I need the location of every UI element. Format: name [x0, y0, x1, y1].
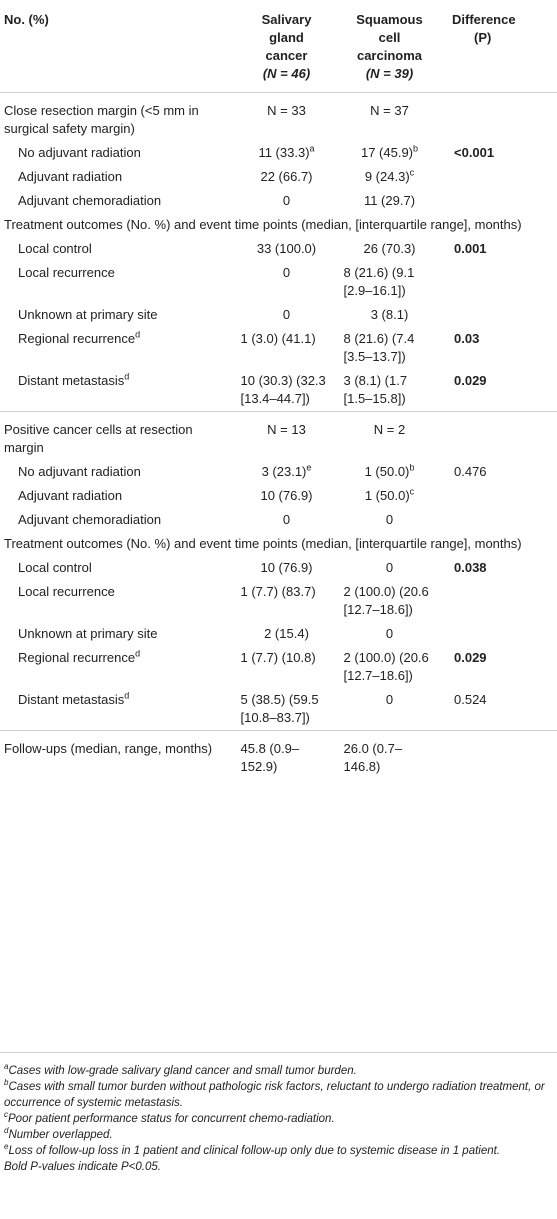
row-label [0, 460, 234, 484]
salivary-value [234, 237, 339, 261]
row-label-text: Regional recurrence [18, 331, 136, 346]
row-label [0, 261, 234, 303]
squamous-value-text: 0 [385, 560, 394, 575]
squamous-value [339, 460, 440, 484]
squamous-value [339, 369, 440, 412]
row-label-text: Adjuvant chemoradiation [18, 512, 162, 527]
footnote-marker: b [409, 462, 415, 473]
footnote-marker: a [309, 143, 315, 154]
row-label-text: Local control [18, 241, 92, 256]
squamous-value [339, 580, 440, 622]
p-value [440, 303, 557, 327]
squamous-value-text: 26.0 (0.7–146.8) [343, 741, 403, 774]
table-row [0, 93, 557, 142]
section-label: Treatment outcomes (No. %) and event time points (median, [interquartile range], months) [4, 536, 522, 551]
table-body [0, 93, 557, 787]
salivary-value-text: 0 [282, 512, 291, 527]
salivary-value [234, 189, 339, 213]
footnote [0, 1079, 557, 1111]
squamous-value [339, 237, 440, 261]
squamous-value-text: 1 $(50.0)^b$ [364, 462, 415, 479]
squamous-value [339, 412, 440, 461]
table-row [0, 646, 557, 688]
squamous-value-text: 9 $(24.3)^c$ [364, 167, 415, 184]
row-label [0, 646, 234, 688]
p-value: 0.038 [454, 560, 487, 575]
footnote-marker: d [4, 1126, 9, 1136]
squamous-value-text: N = 37 [370, 103, 409, 118]
p-value [440, 484, 557, 508]
salivary-value [234, 93, 339, 142]
table-row [0, 622, 557, 646]
row-label [0, 622, 234, 646]
row-label-text: Local recurrence [18, 584, 115, 599]
table-row [0, 213, 557, 237]
row-label [0, 484, 234, 508]
table-row [0, 189, 557, 213]
table-row [0, 237, 557, 261]
salivary-value [234, 141, 339, 165]
salivary-value-text: 11 $(33.3)^a$ [258, 143, 315, 160]
salivary-value-text: 45.8 (0.9–152.9) [240, 741, 300, 774]
squamous-value [339, 484, 440, 508]
salivary-value-text: 2 (15.4) [264, 626, 309, 641]
squamous-value-text: 0 [385, 692, 394, 707]
squamous-value-text: 17 $(45.9)^b$ [360, 143, 419, 160]
salivary-value-text: 3 $(23.1)^e$ [261, 462, 312, 479]
table-header-row [0, 0, 557, 93]
salivary-value-text: 10 (76.9) [260, 488, 313, 503]
salivary-value-text: 1 (7.7) (83.7) [240, 584, 316, 599]
row-label [0, 412, 234, 461]
row-label [0, 141, 234, 165]
footnote-marker: b [413, 143, 419, 154]
p-value [440, 261, 557, 303]
squamous-value [339, 646, 440, 688]
squamous-value-text: 2 (100.0) (20.6 [12.7–18.6]) [343, 584, 429, 617]
row-label-text: Unknown at primary site [18, 307, 158, 322]
squamous-value [339, 327, 440, 369]
table-row [0, 460, 557, 484]
squamous-value [339, 622, 440, 646]
footnote-text: Bold P-values indicate P<0.05. [4, 1161, 161, 1173]
p-value [440, 412, 557, 461]
footnote-text: Cases with small tumor burden without pathologic risk factors, reluctant to undergo radiation treatment, or occurrence of systemic metastasis. [4, 1081, 545, 1109]
row-label [0, 303, 234, 327]
salivary-value-text: 5 (38.5) (59.5 [10.8–83.7]) [240, 692, 319, 725]
row-label [0, 165, 234, 189]
salivary-value-text: 1 (7.7) (10.8) [240, 650, 316, 665]
table-row [0, 556, 557, 580]
squamous-value-text: 3 (8.1) (1.7 [1.5–15.8]) [343, 373, 408, 406]
salivary-value-text: 10 (76.9) [260, 560, 313, 575]
row-label [0, 189, 234, 213]
p-value [440, 580, 557, 622]
p-value: 0.03 [454, 331, 480, 346]
salivary-value [234, 460, 339, 484]
table-row [0, 484, 557, 508]
squamous-value [339, 261, 440, 303]
row-label-text: Adjuvant radiation [18, 488, 123, 503]
salivary-value [234, 261, 339, 303]
row-label [0, 580, 234, 622]
p-value: 0.029 [454, 373, 487, 388]
salivary-value-text: 22 (66.7) [260, 169, 313, 184]
salivary-value [234, 622, 339, 646]
row-label [0, 508, 234, 532]
squamous-value [339, 165, 440, 189]
p-value [440, 189, 557, 213]
p-value [440, 622, 557, 646]
salivary-value-text: 0 [282, 265, 291, 280]
salivary-value [234, 580, 339, 622]
squamous-value-text: 0 [385, 626, 394, 641]
footnote-marker: b [4, 1078, 9, 1088]
footnote-marker: c [409, 167, 415, 178]
p-value: 0.476 [454, 464, 487, 479]
row-label-text: Local recurrence [18, 265, 115, 280]
row-label-text: Follow-ups (median, range, months) [4, 741, 213, 756]
footnote-marker: c [409, 486, 415, 497]
squamous-value-text: 26 (70.3) [363, 241, 416, 256]
footnote-marker: e [306, 462, 312, 473]
footnote-marker: c [4, 1110, 8, 1120]
footnote-text: Poor patient performance status for concurrent chemo-radiation. [8, 1113, 335, 1125]
row-label-text: Positive cancer cells at resection margin [4, 422, 193, 455]
footnote-marker: d [124, 690, 130, 701]
p-value [440, 508, 557, 532]
table-row [0, 327, 557, 369]
table-row [0, 532, 557, 556]
table-row [0, 369, 557, 412]
header-no-pct: No. (%) [0, 0, 234, 93]
squamous-value-text: 1 $(50.0)^c$ [364, 486, 415, 503]
squamous-value-text: 11 (29.7) [363, 193, 416, 208]
footnotes [0, 1052, 557, 1175]
table-row [0, 688, 557, 731]
table-row [0, 303, 557, 327]
row-label [0, 237, 234, 261]
salivary-value-text: 1 (3.0) (41.1) [240, 331, 316, 346]
footnote-marker: a [4, 1062, 9, 1072]
row-label [0, 556, 234, 580]
squamous-value [339, 731, 440, 787]
salivary-value [234, 412, 339, 461]
header-p-label: (P) [474, 30, 492, 45]
n-scc-count: (N = 39) [365, 66, 414, 81]
footnote [0, 1111, 557, 1127]
salivary-value [234, 646, 339, 688]
salivary-value [234, 327, 339, 369]
row-label [0, 731, 234, 787]
squamous-value [339, 688, 440, 731]
salivary-value-text: 33 (100.0) [256, 241, 317, 256]
row-label [0, 369, 234, 412]
row-label-text: Close resection margin (<5 mm in surgical safety margin) [4, 103, 199, 136]
salivary-value [234, 369, 339, 412]
row-label-text: Adjuvant radiation [18, 169, 123, 184]
footnote-text: Number overlapped. [8, 1129, 113, 1141]
squamous-value-text: 2 (100.0) (20.6 [12.7–18.6]) [343, 650, 429, 683]
footnote [0, 1127, 557, 1143]
footnote-text: Loss of follow-up loss in 1 patient and clinical follow-up only due to systemic disease in 1 patient. [8, 1145, 501, 1157]
salivary-value-text: 0 [282, 307, 291, 322]
table-row [0, 508, 557, 532]
row-label-text: Distant metastasis [18, 373, 125, 388]
table-row [0, 731, 557, 787]
footnote-marker: d [135, 648, 141, 659]
table-row [0, 261, 557, 303]
footnote [0, 1063, 557, 1079]
row-label [0, 327, 234, 369]
salivary-value-text: 10 (30.3) (32.3 [13.4–44.7]) [240, 373, 326, 406]
row-label-text: Regional recurrence [18, 650, 136, 665]
row-label-text: Distant metastasis [18, 692, 125, 707]
footnote-text: Cases with low-grade salivary gland cancer and small tumor burden. [8, 1065, 357, 1077]
p-value: 0.524 [454, 692, 487, 707]
footnote [0, 1143, 557, 1159]
p-value: <0.001 [454, 145, 495, 160]
squamous-value [339, 93, 440, 142]
salivary-value-text: N = 13 [267, 422, 306, 437]
row-label-text: Unknown at primary site [18, 626, 158, 641]
salivary-value [234, 303, 339, 327]
footnote [0, 1159, 557, 1175]
squamous-value-text: 0 [385, 512, 394, 527]
row-label-text: No adjuvant radiation [18, 464, 141, 479]
section-label: Treatment outcomes (No. %) and event time points (median, [interquartile range], months) [4, 217, 522, 232]
squamous-value [339, 303, 440, 327]
table-row [0, 580, 557, 622]
table-row [0, 412, 557, 461]
salivary-value [234, 556, 339, 580]
row-label-text: Adjuvant chemoradiation [18, 193, 162, 208]
squamous-value-text: N = 2 [373, 422, 406, 437]
row-label-text: Local control [18, 560, 92, 575]
header-squamous: Squamous cell carcinoma (N = 39) [339, 0, 440, 93]
salivary-value [234, 508, 339, 532]
header-salivary: Salivary gland cancer (N = 46) [234, 0, 339, 93]
salivary-value [234, 688, 339, 731]
squamous-value [339, 189, 440, 213]
salivary-value-text: N = 33 [267, 103, 306, 118]
footnote-marker: d [124, 371, 130, 382]
salivary-value-text: 0 [282, 193, 291, 208]
header-difference: Difference (P) [440, 0, 557, 93]
row-label [0, 688, 234, 731]
salivary-value [234, 165, 339, 189]
row-label [0, 93, 234, 142]
squamous-value [339, 508, 440, 532]
table-row [0, 141, 557, 165]
footnote-marker: e [4, 1142, 9, 1152]
squamous-value [339, 141, 440, 165]
p-value [440, 93, 557, 142]
squamous-value [339, 556, 440, 580]
squamous-value-text: 3 (8.1) [370, 307, 409, 322]
table-row [0, 165, 557, 189]
n-sgc-count: (N = 46) [262, 66, 311, 81]
squamous-value-text: 8 (21.6) (9.1 [2.9–16.1]) [343, 265, 415, 298]
footnote-marker: d [135, 329, 141, 340]
p-value: 0.029 [454, 650, 487, 665]
p-value [440, 731, 557, 787]
salivary-value [234, 484, 339, 508]
salivary-value [234, 731, 339, 787]
p-value [440, 165, 557, 189]
squamous-value-text: 8 (21.6) (7.4 [3.5–13.7]) [343, 331, 415, 364]
row-label-text: No adjuvant radiation [18, 145, 141, 160]
p-value: 0.001 [454, 241, 487, 256]
